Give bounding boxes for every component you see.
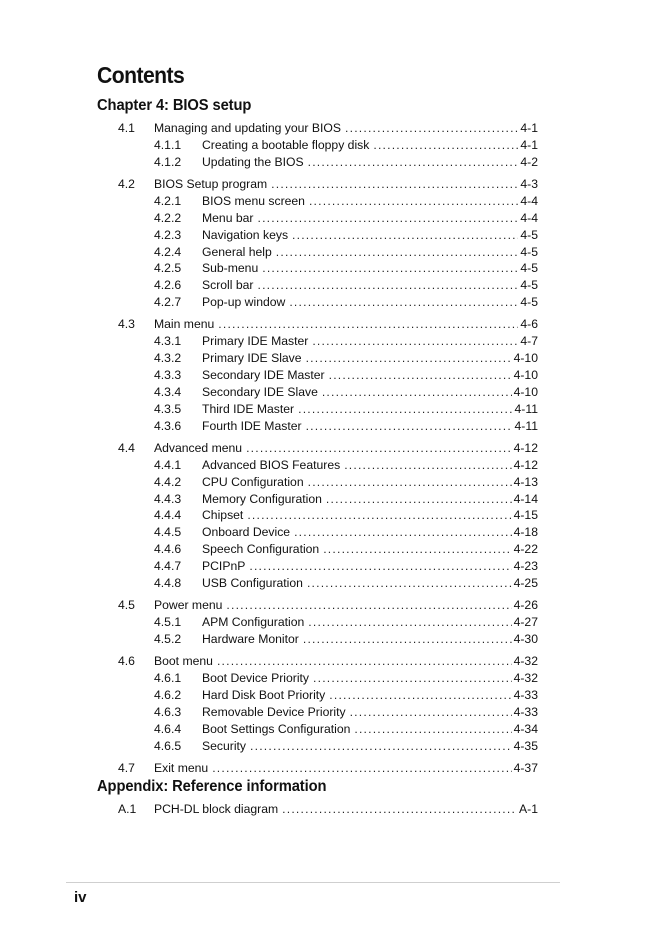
dot-leader (218, 317, 518, 332)
page-title: Contents (97, 62, 185, 88)
toc-page-number: 4-10 (513, 351, 538, 366)
dot-leader (313, 671, 512, 686)
toc-page-number: 4-5 (520, 244, 538, 259)
toc-title: Boot Device Priority (202, 670, 310, 685)
toc-number: 4.5.2 (154, 631, 182, 646)
toc-number: 4.4.6 (154, 542, 182, 557)
toc-number: 4.7 (118, 760, 135, 775)
toc-subsection[interactable] (154, 492, 538, 507)
toc-page-number: 4-1 (520, 121, 538, 135)
toc-subsection[interactable] (154, 632, 538, 647)
toc-title: APM Configuration (202, 615, 305, 629)
toc-title: Scroll bar (202, 278, 254, 293)
toc-title: Creating a bootable floppy disk (202, 137, 370, 152)
toc-page-number: 4-33 (513, 687, 538, 702)
toc-number: 4.5 (118, 598, 135, 613)
toc-number: 4.4.1 (154, 457, 182, 472)
toc-subsection[interactable] (154, 688, 538, 703)
toc-subsection[interactable] (154, 295, 538, 310)
toc-subsection[interactable] (154, 458, 538, 473)
dot-leader (246, 441, 512, 456)
toc-page-number: 4-23 (513, 559, 538, 574)
toc-subsection[interactable] (154, 261, 538, 276)
toc-number: 4.6.4 (154, 721, 182, 736)
toc-title: PCH-DL block diagram (154, 802, 279, 816)
toc-section[interactable] (118, 598, 538, 613)
toc-page-number: 4-22 (513, 542, 538, 557)
toc-title: Updating the BIOS (202, 154, 304, 169)
toc-subsection[interactable] (154, 385, 538, 400)
dot-leader (308, 155, 519, 170)
dot-leader (250, 739, 512, 754)
toc-page-number: 4-33 (513, 704, 538, 719)
dot-leader (247, 508, 511, 523)
toc-number: 4.2.5 (154, 261, 182, 276)
chapter-heading: Chapter 4: BIOS setup (97, 97, 252, 114)
toc-subsection[interactable] (154, 671, 538, 686)
dot-leader (354, 722, 511, 737)
toc-page-number: 4-13 (513, 474, 538, 489)
toc-subsection[interactable] (154, 705, 538, 720)
toc-subsection[interactable] (154, 155, 538, 170)
toc-number: 4.4.8 (154, 576, 182, 590)
dot-leader (373, 138, 518, 153)
toc-number: 4.6.3 (154, 704, 182, 719)
toc-number: 4.6 (118, 654, 135, 668)
toc-title: Boot menu (154, 654, 213, 668)
toc-page-number: 4-10 (513, 384, 538, 399)
toc-subsection[interactable] (154, 508, 538, 523)
toc-subsection[interactable] (154, 615, 538, 630)
toc-title: Speech Configuration (202, 542, 320, 557)
dot-leader (308, 475, 512, 490)
toc-subsection[interactable] (154, 138, 538, 153)
toc-number: 4.6.1 (154, 670, 182, 685)
toc-number: 4.4.2 (154, 474, 182, 489)
toc-title: Hard Disk Boot Priority (202, 687, 326, 702)
toc-page-number: 4-11 (514, 401, 538, 416)
toc-section[interactable] (118, 441, 538, 456)
toc-section[interactable] (118, 654, 538, 669)
toc-subsection[interactable] (154, 542, 538, 557)
dot-leader (350, 705, 512, 720)
toc-title: Secondary IDE Slave (202, 384, 318, 399)
toc-title: Pop-up window (202, 295, 286, 310)
toc-number: A.1 (118, 802, 137, 816)
toc-page-number: 4-2 (520, 154, 538, 169)
toc-number: 4.2.6 (154, 278, 182, 293)
dot-leader (262, 261, 518, 276)
toc-number: 4.3 (118, 317, 135, 332)
dot-leader (309, 194, 518, 209)
toc-page-number: 4-11 (514, 418, 538, 433)
toc-number: 4.1.1 (154, 137, 182, 152)
toc-number: 4.6.5 (154, 738, 182, 753)
toc-title: Power menu (154, 598, 223, 613)
dot-leader (276, 245, 519, 260)
dot-leader (345, 121, 518, 136)
toc-title: Memory Configuration (202, 491, 322, 506)
dot-leader (322, 385, 512, 400)
toc-number: 4.2.2 (154, 210, 182, 225)
dot-leader (212, 761, 511, 776)
toc-subsection[interactable] (154, 228, 538, 243)
toc-page-number: 4-3 (520, 176, 538, 191)
toc-number: 4.4.4 (154, 508, 182, 523)
dot-leader (306, 351, 512, 366)
toc-title: Hardware Monitor (202, 631, 299, 646)
toc-title: Advanced BIOS Features (202, 457, 341, 472)
dot-leader (258, 211, 519, 226)
footer-divider (66, 882, 560, 883)
toc-page-number: 4-25 (513, 576, 538, 590)
toc-page-number: 4-4 (520, 210, 538, 225)
toc-section[interactable] (118, 317, 538, 332)
dot-leader (282, 802, 517, 817)
toc-number: 4.4.5 (154, 525, 182, 540)
toc-title: Main menu (154, 317, 215, 332)
toc-title: Primary IDE Master (202, 334, 309, 349)
toc-page-number: 4-6 (520, 317, 538, 332)
toc-number: 4.3.3 (154, 368, 182, 382)
toc-number: 4.2.1 (154, 193, 182, 208)
chapter-heading: Appendix: Reference information (97, 778, 327, 795)
toc-number: 4.2 (118, 176, 135, 191)
toc-title: Navigation keys (202, 227, 289, 242)
dot-leader (289, 295, 518, 310)
toc-title: BIOS Setup program (154, 176, 268, 191)
dot-leader (308, 615, 511, 630)
toc-page-number: 4-5 (520, 278, 538, 293)
toc-page-number: 4-32 (513, 654, 538, 668)
toc-subsection[interactable] (154, 334, 538, 349)
toc-title: Exit menu (154, 760, 209, 775)
toc-subsection[interactable] (154, 525, 538, 540)
dot-leader (294, 525, 512, 540)
toc-page-number: 4-34 (513, 721, 538, 736)
toc-page-number: 4-26 (513, 598, 538, 613)
toc-page-number: 4-5 (520, 261, 538, 276)
toc-title: Menu bar (202, 210, 254, 225)
dot-leader (271, 177, 518, 192)
toc-title: Fourth IDE Master (202, 418, 302, 433)
dot-leader (226, 598, 511, 613)
toc-page-number: 4-5 (520, 227, 538, 242)
dot-leader (292, 228, 518, 243)
toc-number: 4.6.2 (154, 687, 182, 702)
dot-leader (323, 542, 511, 557)
toc-subsection[interactable] (154, 559, 538, 574)
toc-title: General help (202, 244, 272, 259)
toc-title: CPU Configuration (202, 474, 304, 489)
toc-subsection[interactable] (154, 419, 538, 434)
toc-section[interactable] (118, 121, 538, 136)
toc-number: 4.3.1 (154, 334, 182, 349)
dot-leader (306, 419, 513, 434)
toc-title: PCIPnP (202, 559, 246, 574)
toc-number: 4.3.5 (154, 401, 182, 416)
toc-title: Advanced menu (154, 440, 243, 455)
toc-title: USB Configuration (202, 576, 303, 590)
dot-leader (326, 492, 512, 507)
dot-leader (217, 654, 512, 669)
toc-page-number: 4-7 (520, 334, 538, 349)
toc-title: Boot Settings Configuration (202, 721, 351, 736)
dot-leader (329, 368, 512, 383)
toc-page-number: A-1 (519, 802, 538, 816)
toc-subsection[interactable] (154, 278, 538, 293)
toc-title: Managing and updating your BIOS (154, 121, 342, 135)
toc-page-number: 4-15 (513, 508, 538, 523)
toc-page-number: 4-12 (513, 457, 538, 472)
toc-page-number: 4-37 (513, 760, 538, 775)
dot-leader (329, 688, 511, 703)
toc-section[interactable] (118, 802, 538, 817)
toc-number: 4.3.4 (154, 384, 182, 399)
dot-leader (312, 334, 518, 349)
toc-page-number: 4-1 (520, 137, 538, 152)
toc-number: 4.2.7 (154, 295, 182, 310)
toc-title: BIOS menu screen (202, 193, 305, 208)
dot-leader (298, 402, 512, 417)
toc-number: 4.5.1 (154, 615, 182, 629)
toc-number: 4.2.3 (154, 227, 182, 242)
toc-page-number: 4-10 (513, 368, 538, 382)
toc-page-number: 4-35 (513, 738, 538, 753)
toc-page-number: 4-14 (513, 491, 538, 506)
toc-number: 4.4.7 (154, 559, 182, 574)
toc-page-number: 4-32 (513, 670, 538, 685)
dot-leader (303, 632, 512, 647)
toc-number: 4.4.3 (154, 491, 182, 506)
dot-leader (344, 458, 511, 473)
toc-page-number: 4-27 (513, 615, 538, 629)
toc-title: Third IDE Master (202, 401, 295, 416)
dot-leader (257, 278, 518, 293)
toc-subsection[interactable] (154, 368, 538, 383)
toc-subsection[interactable] (154, 402, 538, 417)
toc-subsection[interactable] (154, 194, 538, 209)
toc-subsection[interactable] (154, 722, 538, 737)
toc-section[interactable] (118, 761, 538, 776)
toc-subsection[interactable] (154, 475, 538, 490)
toc-title: Primary IDE Slave (202, 351, 302, 366)
toc-number: 4.1 (118, 121, 135, 135)
toc-section[interactable] (118, 177, 538, 192)
toc-subsection[interactable] (154, 576, 538, 591)
toc-page-number: 4-18 (513, 525, 538, 540)
toc-number: 4.3.6 (154, 418, 182, 433)
toc-number: 4.1.2 (154, 154, 182, 169)
toc-number: 4.3.2 (154, 351, 182, 366)
toc-subsection[interactable] (154, 211, 538, 226)
toc-number: 4.4 (118, 440, 135, 455)
toc-title: Onboard Device (202, 525, 291, 540)
dot-leader (307, 576, 512, 591)
toc-title: Sub-menu (202, 261, 259, 276)
toc-title: Secondary IDE Master (202, 368, 325, 382)
toc-subsection[interactable] (154, 245, 538, 260)
toc-subsection[interactable] (154, 351, 538, 366)
toc-page-number: 4-30 (513, 631, 538, 646)
toc-subsection[interactable] (154, 739, 538, 754)
dot-leader (249, 559, 511, 574)
toc-number: 4.2.4 (154, 244, 182, 259)
toc-page-number: 4-12 (513, 440, 538, 455)
footer-page-number: iv (74, 889, 87, 906)
toc-title: Security (202, 738, 247, 753)
toc-page-number: 4-4 (520, 193, 538, 208)
toc-title: Removable Device Priority (202, 704, 346, 719)
toc-page-number: 4-5 (520, 295, 538, 310)
toc-title: Chipset (202, 508, 244, 523)
